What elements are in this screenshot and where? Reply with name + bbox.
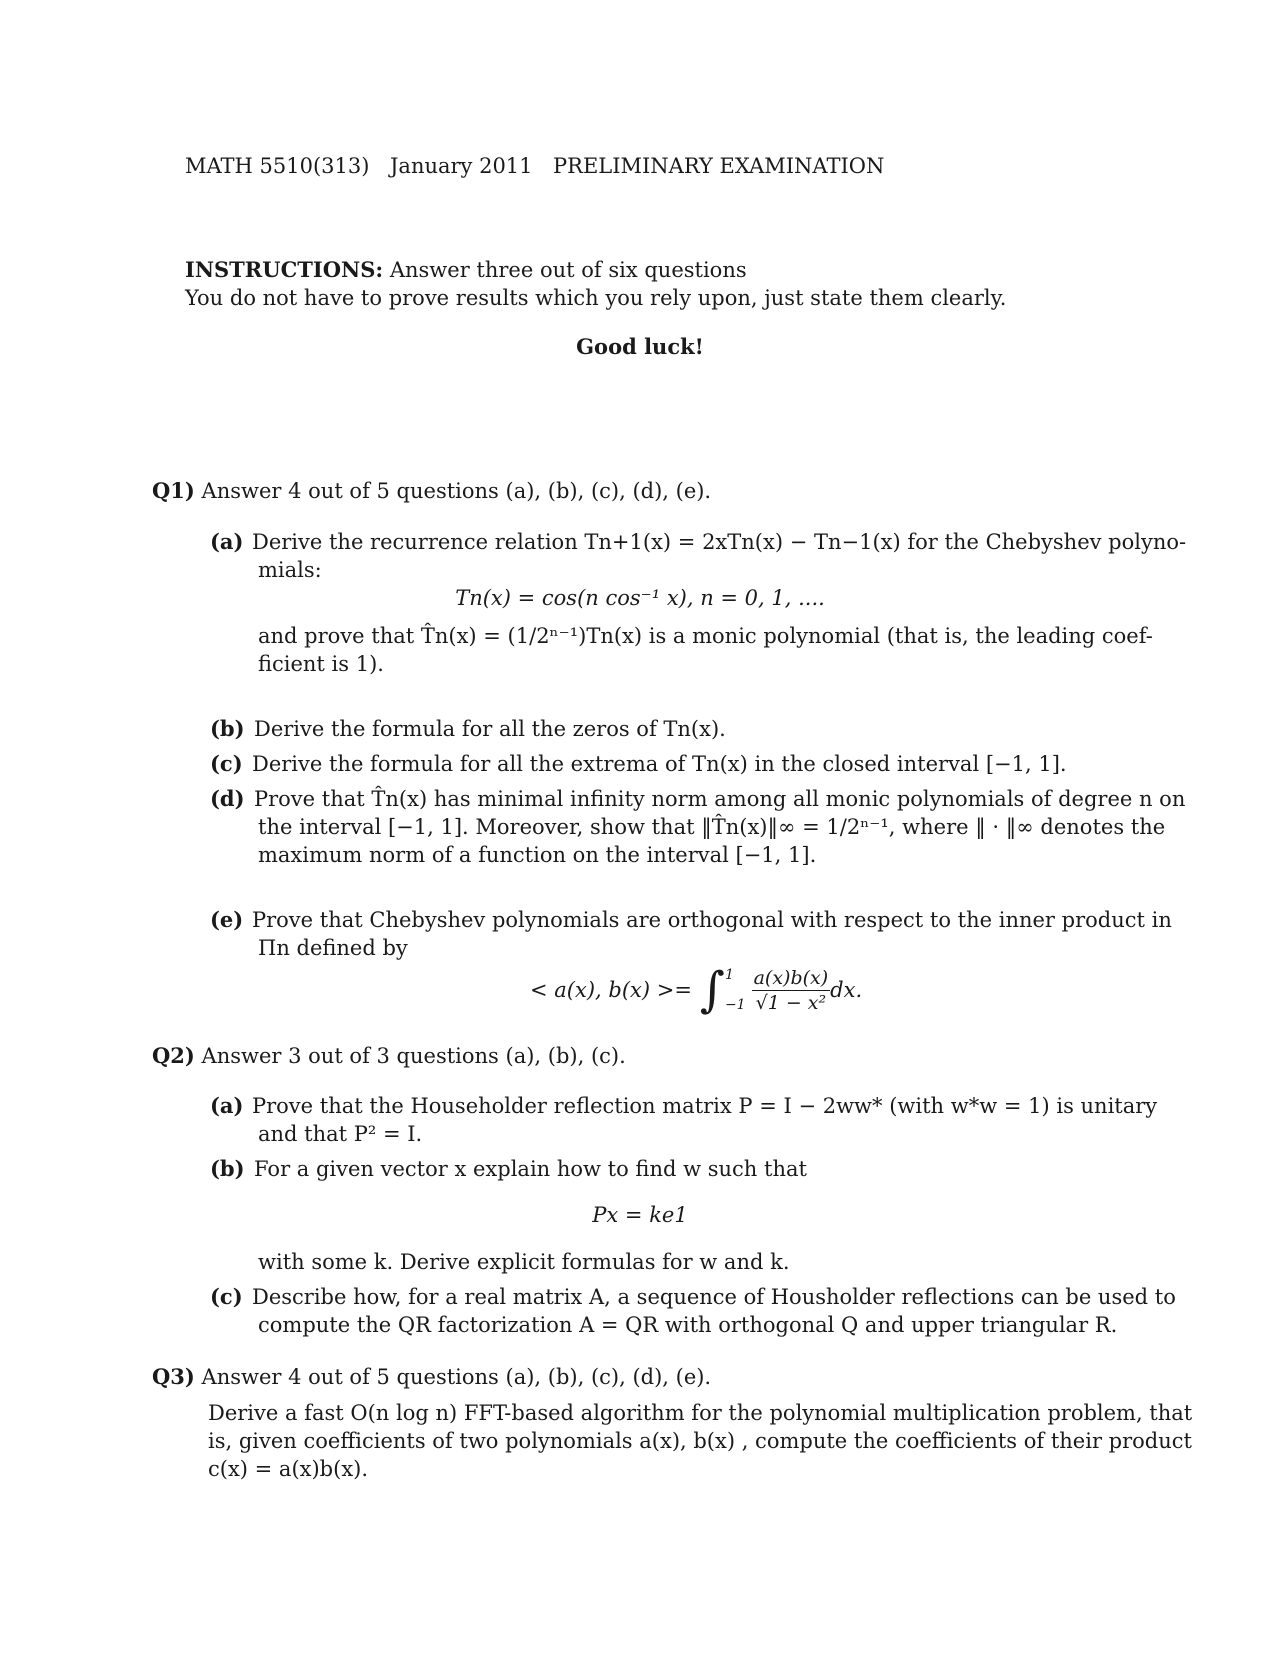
integral-tail: dx.	[830, 978, 863, 1002]
q2a-label: (a)	[210, 1093, 244, 1118]
good-luck: Good luck!	[576, 334, 704, 359]
q1a-formula: Tn(x) = cos(n cos⁻¹ x), n = 0, 1, ....	[455, 586, 825, 610]
q1b-text: Derive the formula for all the zeros of Tn(x).	[254, 717, 726, 741]
q1e-line-1: Prove that Chebyshev polynomials are orthogonal with respect to the inner product in	[252, 908, 1172, 932]
q3-line-3: c(x) = a(x)b(x).	[208, 1457, 369, 1481]
q2b-line-2: with some k. Derive explicit formulas for w and k.	[258, 1250, 790, 1274]
q1d-line-2: the interval [−1, 1]. Moreover, show that ‖T̂n(x)‖∞ = 1/2ⁿ⁻¹, where ‖ · ‖∞ denotes the	[258, 815, 1166, 839]
q2c-line-2: compute the QR factorization A = QR with orthogonal Q and upper triangular R.	[258, 1313, 1118, 1337]
q1b-label: (b)	[210, 716, 245, 741]
q2b-formula: Px = ke1	[592, 1203, 688, 1227]
instructions-text: Answer three out of six questions	[389, 258, 747, 282]
q1a-line-2: mials:	[258, 558, 322, 582]
inner-product-lhs: < a(x), b(x) >=	[530, 978, 692, 1002]
q2a-line-1: Prove that the Householder reflection matrix P = I − 2ww* (with w*w = 1) is unitary	[252, 1094, 1158, 1118]
q1a-label: (a)	[210, 529, 244, 554]
q3-label: Q3)	[152, 1364, 195, 1389]
integrand-fraction	[752, 966, 831, 1015]
course-code: MATH 5510(313)	[185, 154, 370, 178]
inner-product-formula	[530, 960, 862, 1020]
q1d-line-3: maximum norm of a function on the interval [−1, 1].	[258, 843, 817, 867]
q1a-line-3: and prove that T̂n(x) = (1/2ⁿ⁻¹)Tn(x) is a monic polynomial (that is, the leading coef-	[258, 624, 1153, 648]
integrand-denominator: √1 − x²	[755, 991, 827, 1014]
exam-date: January 2011	[390, 154, 533, 178]
q3-intro: Answer 4 out of 5 questions (a), (b), (c), (d), (e).	[201, 1365, 712, 1389]
q2c-line-1: Describe how, for a real matrix A, a sequence of Housholder reflections can be used to	[252, 1285, 1176, 1309]
integrand-numerator: a(x)b(x)	[753, 966, 829, 989]
q3-line-1: Derive a fast O(n log n) FFT-based algorithm for the polynomial multiplication problem, that	[208, 1401, 1193, 1425]
integral-sign: ∫	[699, 962, 725, 1018]
q2-heading	[152, 1042, 626, 1070]
q1d-line-1: Prove that T̂n(x) has minimal infinity norm among all monic polynomials of degree n on	[254, 787, 1186, 811]
q2a-line-2: and that P² = I.	[258, 1122, 423, 1146]
q1e-label: (e)	[210, 907, 244, 932]
integral-lower-limit: −1	[724, 997, 746, 1013]
q3-line-2: is, given coefficients of two polynomials a(x), b(x) , compute the coefficients of their product	[208, 1429, 1192, 1453]
q2b-line-1: For a given vector x explain how to find w such that	[254, 1157, 807, 1181]
integral-limits	[725, 967, 746, 1013]
integral-upper-limit: 1	[724, 967, 734, 983]
q1c-text: Derive the formula for all the extrema of Tn(x) in the closed interval [−1, 1].	[252, 752, 1067, 776]
instructions-label: INSTRUCTIONS:	[185, 257, 384, 282]
q2c-label: (c)	[210, 1284, 243, 1309]
q3-heading	[152, 1363, 711, 1391]
q1-label: Q1)	[152, 478, 195, 503]
q1-intro: Answer 4 out of 5 questions (a), (b), (c), (d), (e).	[201, 479, 712, 503]
q2-intro: Answer 3 out of 3 questions (a), (b), (c).	[201, 1044, 626, 1068]
q1e-line-2: Πn defined by	[258, 936, 408, 960]
q1-heading	[152, 477, 711, 505]
q1a-line-1: Derive the recurrence relation Tn+1(x) = 2xTn(x) − Tn−1(x) for the Chebyshev polyno-	[252, 530, 1187, 554]
exam-title: PRELIMINARY EXAMINATION	[553, 154, 885, 178]
instructions-line-2: You do not have to prove results which you rely upon, just state them clearly.	[185, 286, 1007, 310]
q1c-label: (c)	[210, 751, 243, 776]
q2b-label: (b)	[210, 1156, 245, 1181]
q1d-label: (d)	[210, 786, 245, 811]
q2-label: Q2)	[152, 1043, 195, 1068]
q1a-line-4: ficient is 1).	[258, 652, 384, 676]
instructions-line-1	[185, 256, 747, 284]
